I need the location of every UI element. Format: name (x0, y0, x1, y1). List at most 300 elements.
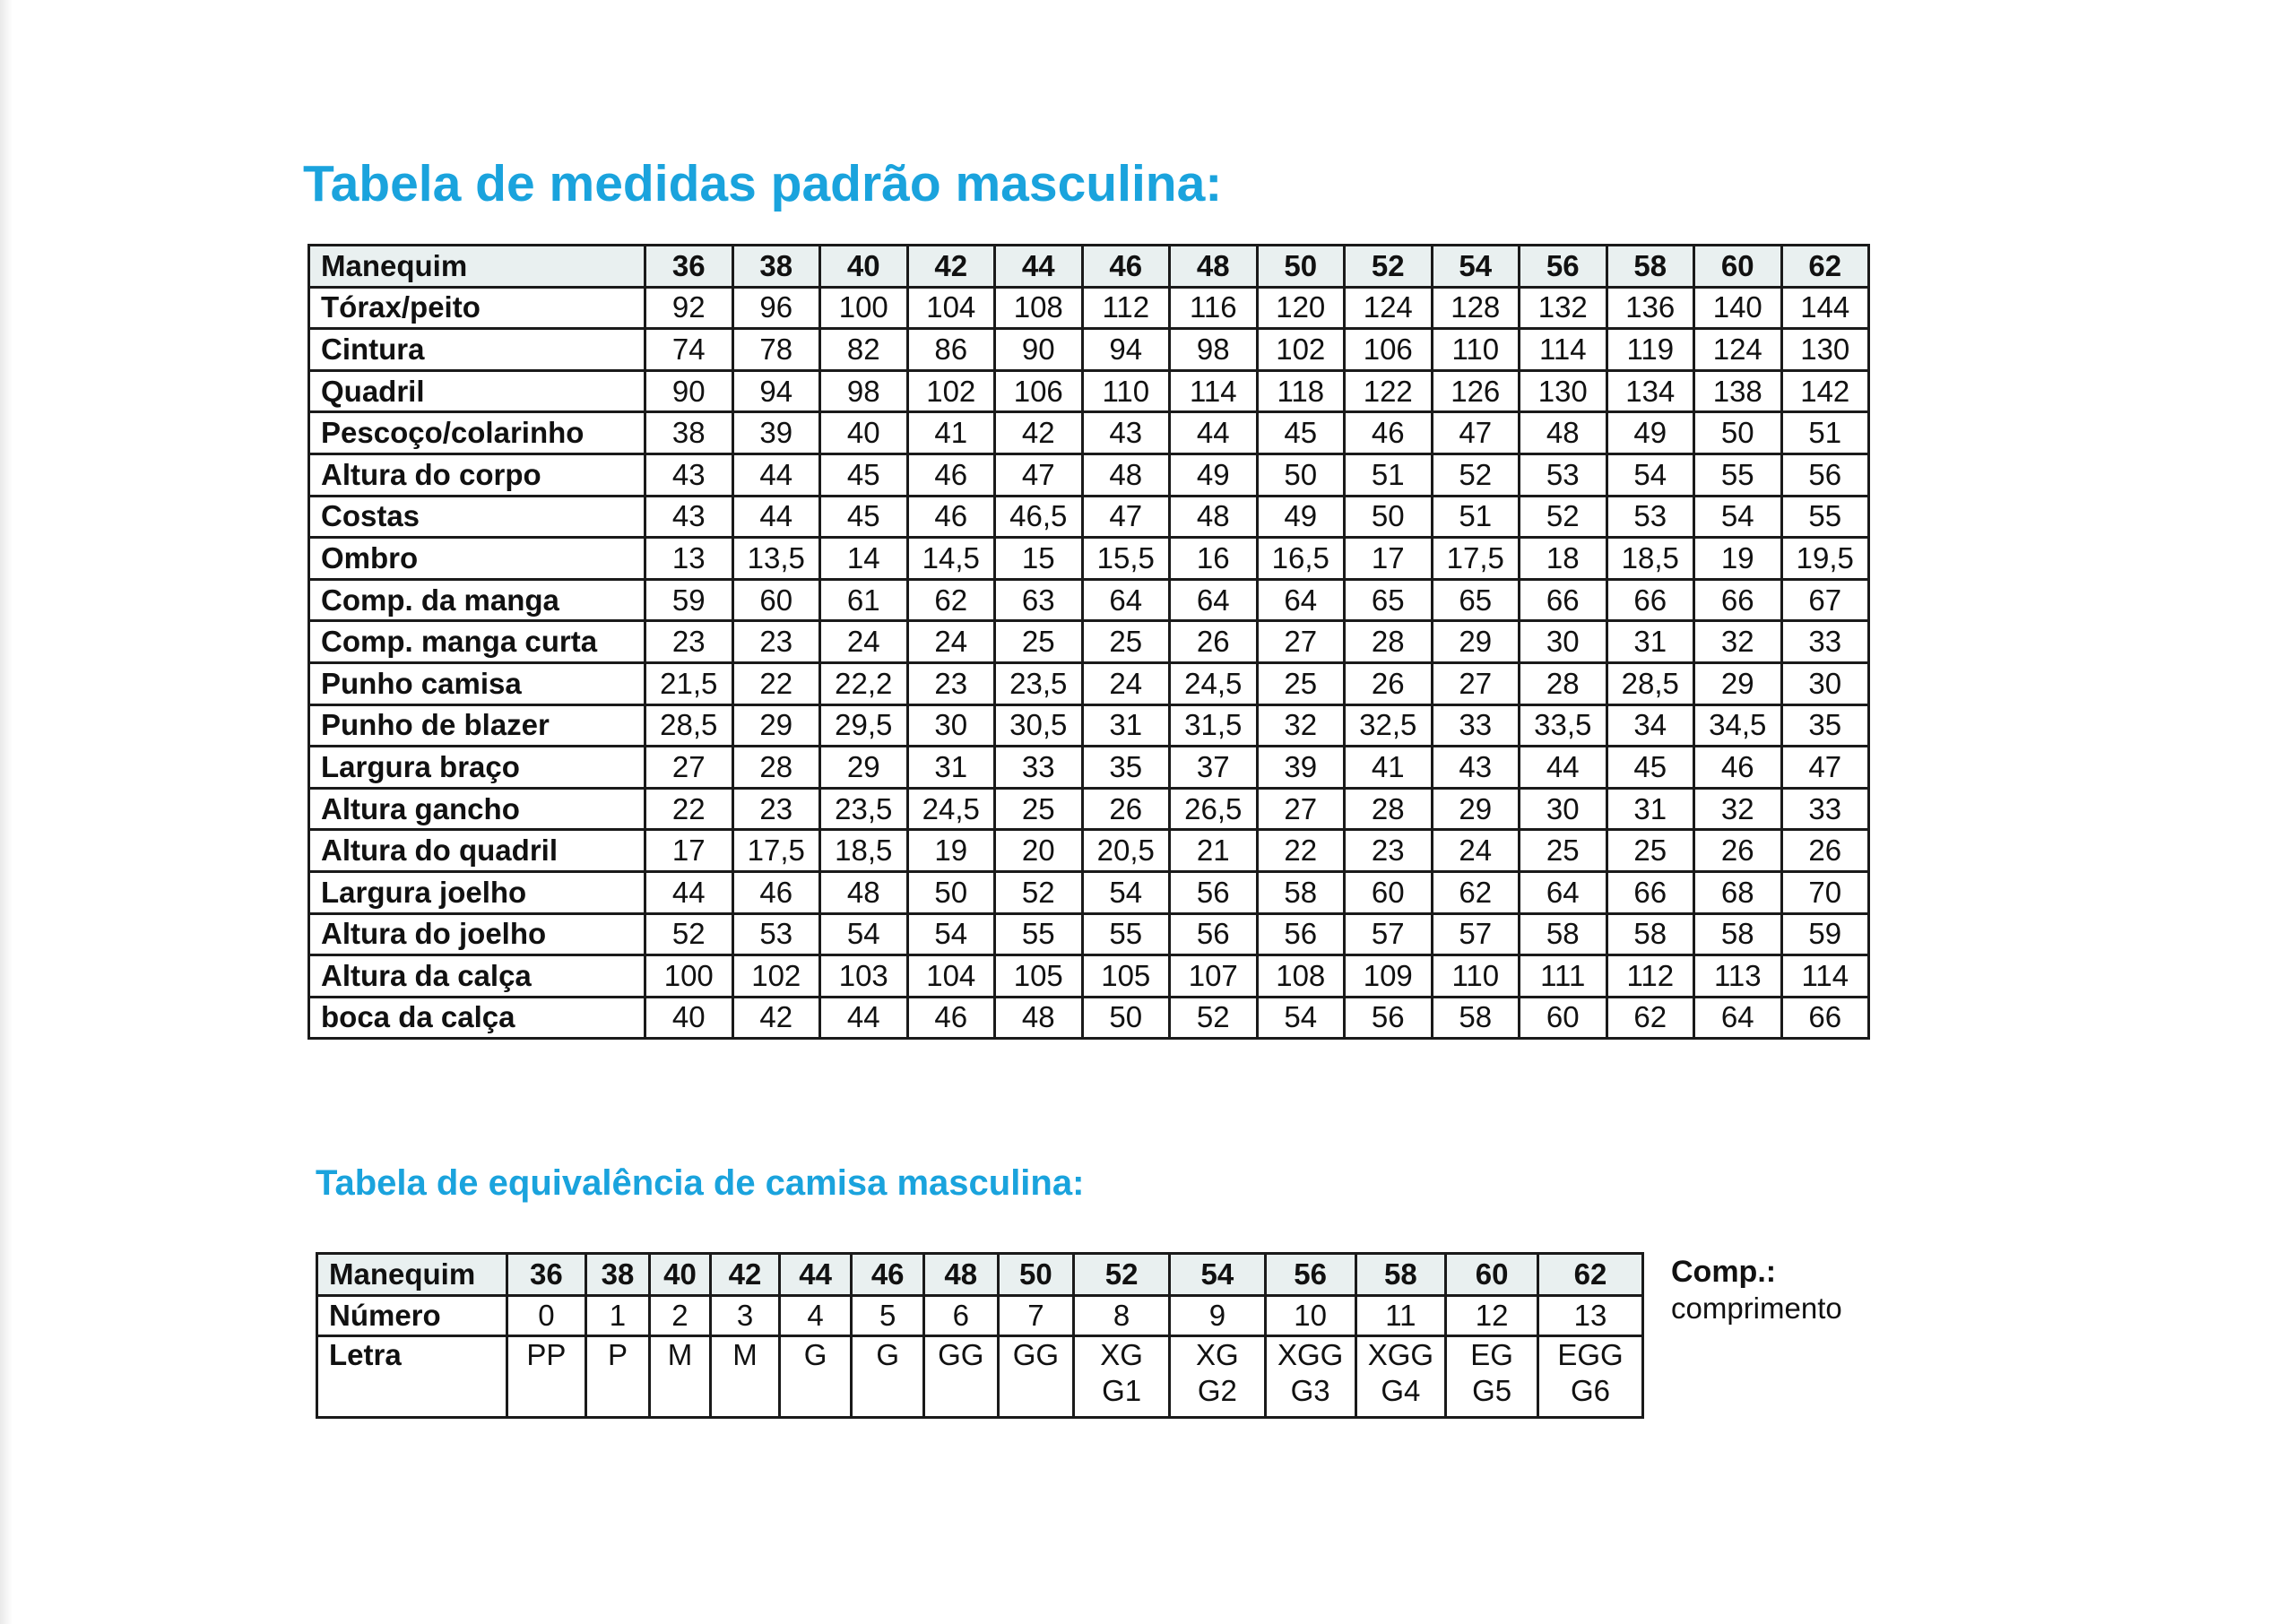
measure-row (309, 412, 1869, 454)
measure-value-cell: 111 (1520, 955, 1607, 998)
measure-value-cell: 25 (1082, 621, 1170, 663)
equiv-size-header-cell: 44 (779, 1254, 852, 1296)
equivalence-row-letra (317, 1336, 1643, 1418)
measure-value-cell: 58 (1694, 913, 1782, 955)
letra-line-1: GG (938, 1338, 984, 1371)
measure-value-cell: 55 (1082, 913, 1170, 955)
equiv-letra-cell (1074, 1336, 1170, 1418)
measure-value-cell: 42 (732, 997, 820, 1039)
measure-value-cell: 22 (645, 788, 733, 830)
measure-value-cell: 52 (1170, 997, 1258, 1039)
measure-row-label: Comp. manga curta (309, 621, 645, 663)
measure-value-cell: 107 (1170, 955, 1258, 998)
measure-value-cell: 27 (645, 747, 733, 789)
measure-value-cell: 70 (1781, 871, 1869, 913)
measure-value-cell: 46,5 (995, 496, 1083, 538)
measure-row-label: boca da calça (309, 997, 645, 1039)
measure-row (309, 830, 1869, 872)
measure-value-cell: 23,5 (995, 662, 1083, 704)
equiv-letra-cell (852, 1336, 924, 1418)
measure-value-cell: 58 (1520, 913, 1607, 955)
measure-row (309, 662, 1869, 704)
measure-value-cell: 64 (1082, 579, 1170, 621)
measure-value-cell: 54 (1606, 454, 1694, 496)
equiv-numero-cell: 13 (1538, 1296, 1643, 1336)
measure-value-cell: 32,5 (1345, 704, 1433, 747)
letra-line-1: EGG (1557, 1338, 1624, 1371)
measure-row-label: Largura braço (309, 747, 645, 789)
measure-value-cell: 15,5 (1082, 538, 1170, 580)
letra-line-2: G4 (1381, 1374, 1421, 1407)
measure-value-cell: 49 (1606, 412, 1694, 454)
measure-value-cell: 46 (1345, 412, 1433, 454)
measure-row (309, 913, 1869, 955)
equivalence-row-numero (317, 1296, 1643, 1336)
row-label-letra: Letra (317, 1336, 507, 1418)
measure-value-cell: 25 (995, 788, 1083, 830)
measure-value-cell: 144 (1781, 287, 1869, 329)
equiv-numero-cell: 11 (1355, 1296, 1446, 1336)
measure-row (309, 287, 1869, 329)
equiv-letra-cell (779, 1336, 852, 1418)
measure-value-cell: 41 (907, 412, 995, 454)
size-header-cell: 42 (907, 246, 995, 288)
measure-value-cell: 112 (1082, 287, 1170, 329)
measure-value-cell: 48 (820, 871, 908, 913)
note-label: Comp.: (1671, 1255, 1777, 1289)
measure-value-cell: 34 (1606, 704, 1694, 747)
measure-value-cell: 130 (1781, 329, 1869, 371)
equiv-size-header-cell: 58 (1355, 1254, 1446, 1296)
measure-value-cell: 43 (1432, 747, 1520, 789)
measure-value-cell: 63 (995, 579, 1083, 621)
measure-value-cell: 68 (1694, 871, 1782, 913)
measure-value-cell: 31,5 (1170, 704, 1258, 747)
measure-row (309, 538, 1869, 580)
measure-value-cell: 23,5 (820, 788, 908, 830)
measure-value-cell: 108 (1257, 955, 1345, 998)
size-header-cell: 40 (820, 246, 908, 288)
measure-value-cell: 104 (907, 287, 995, 329)
equiv-numero-cell: 3 (711, 1296, 780, 1336)
measure-value-cell: 53 (1520, 454, 1607, 496)
equiv-header-label-manequim: Manequim (317, 1254, 507, 1296)
equiv-numero-cell: 4 (779, 1296, 852, 1336)
letra-line-1: M (732, 1338, 758, 1371)
measure-value-cell: 28,5 (645, 704, 733, 747)
equiv-size-header-cell: 54 (1170, 1254, 1266, 1296)
measure-value-cell: 119 (1606, 329, 1694, 371)
measure-row (309, 329, 1869, 371)
measure-row (309, 871, 1869, 913)
measure-value-cell: 44 (1520, 747, 1607, 789)
letra-line-1: XGG (1367, 1338, 1434, 1371)
measure-value-cell: 109 (1345, 955, 1433, 998)
measure-value-cell: 30 (907, 704, 995, 747)
measure-value-cell: 142 (1781, 370, 1869, 412)
measure-value-cell: 33,5 (1520, 704, 1607, 747)
letra-line-1: G (876, 1338, 900, 1371)
measure-value-cell: 23 (732, 788, 820, 830)
measure-value-cell: 31 (1606, 621, 1694, 663)
measure-value-cell: 110 (1432, 329, 1520, 371)
measure-value-cell: 43 (645, 496, 733, 538)
measure-value-cell: 52 (995, 871, 1083, 913)
measure-value-cell: 120 (1257, 287, 1345, 329)
measure-value-cell: 55 (1781, 496, 1869, 538)
measure-value-cell: 45 (1606, 747, 1694, 789)
measure-value-cell: 56 (1170, 913, 1258, 955)
measure-value-cell: 100 (645, 955, 733, 998)
measure-row-label: Ombro (309, 538, 645, 580)
measure-value-cell: 33 (1781, 788, 1869, 830)
measure-value-cell: 35 (1082, 747, 1170, 789)
measure-value-cell: 62 (1432, 871, 1520, 913)
measure-value-cell: 136 (1606, 287, 1694, 329)
measure-value-cell: 44 (732, 496, 820, 538)
measure-value-cell: 24 (820, 621, 908, 663)
measure-value-cell: 66 (1606, 871, 1694, 913)
measure-value-cell: 28,5 (1606, 662, 1694, 704)
equiv-letra-cell (923, 1336, 998, 1418)
measure-row-label: Altura do corpo (309, 454, 645, 496)
measure-value-cell: 15 (995, 538, 1083, 580)
measure-value-cell: 24 (1082, 662, 1170, 704)
measure-value-cell: 24 (1432, 830, 1520, 872)
measure-value-cell: 92 (645, 287, 733, 329)
size-header-cell: 56 (1520, 246, 1607, 288)
measure-value-cell: 86 (907, 329, 995, 371)
measure-row-label: Tórax/peito (309, 287, 645, 329)
measure-value-cell: 13,5 (732, 538, 820, 580)
equiv-numero-cell: 1 (586, 1296, 650, 1336)
measure-value-cell: 32 (1257, 704, 1345, 747)
measure-value-cell: 18 (1520, 538, 1607, 580)
measure-value-cell: 27 (1257, 621, 1345, 663)
measure-value-cell: 60 (1520, 997, 1607, 1039)
abbreviation-note (1671, 1255, 1842, 1326)
measure-row-label: Altura da calça (309, 955, 645, 998)
letra-line-1: PP (526, 1338, 567, 1371)
measure-value-cell: 40 (645, 997, 733, 1039)
measure-value-cell: 14,5 (907, 538, 995, 580)
equiv-numero-cell: 5 (852, 1296, 924, 1336)
measure-value-cell: 57 (1345, 913, 1433, 955)
measure-value-cell: 25 (995, 621, 1083, 663)
measure-value-cell: 113 (1694, 955, 1782, 998)
measure-value-cell: 19 (907, 830, 995, 872)
measure-value-cell: 46 (1694, 747, 1782, 789)
measure-value-cell: 51 (1432, 496, 1520, 538)
measure-row-label: Altura gancho (309, 788, 645, 830)
measure-value-cell: 51 (1781, 412, 1869, 454)
measure-value-cell: 102 (907, 370, 995, 412)
measure-value-cell: 52 (1520, 496, 1607, 538)
measure-value-cell: 62 (907, 579, 995, 621)
measure-value-cell: 20,5 (1082, 830, 1170, 872)
measure-value-cell: 108 (995, 287, 1083, 329)
size-header-cell: 62 (1781, 246, 1869, 288)
measure-value-cell: 23 (1345, 830, 1433, 872)
measure-value-cell: 41 (1345, 747, 1433, 789)
measures-table (307, 244, 1870, 1040)
measure-value-cell: 94 (732, 370, 820, 412)
size-header-cell: 38 (732, 246, 820, 288)
measure-value-cell: 56 (1170, 871, 1258, 913)
measure-value-cell: 51 (1345, 454, 1433, 496)
size-header-cell: 36 (645, 246, 733, 288)
letra-line-1: G (803, 1338, 827, 1371)
measure-row (309, 496, 1869, 538)
equiv-letra-cell (507, 1336, 586, 1418)
measure-value-cell: 44 (732, 454, 820, 496)
size-header-cell: 60 (1694, 246, 1782, 288)
equiv-numero-cell: 9 (1170, 1296, 1266, 1336)
page-edge-shadow (0, 0, 13, 1624)
measure-value-cell: 33 (1432, 704, 1520, 747)
measure-value-cell: 24 (907, 621, 995, 663)
measure-value-cell: 17 (1345, 538, 1433, 580)
measure-value-cell: 110 (1082, 370, 1170, 412)
size-header-cell: 52 (1345, 246, 1433, 288)
measure-value-cell: 124 (1345, 287, 1433, 329)
measure-value-cell: 64 (1520, 871, 1607, 913)
measure-value-cell: 25 (1520, 830, 1607, 872)
measures-body (309, 287, 1869, 1039)
measure-value-cell: 39 (1257, 747, 1345, 789)
equiv-size-header-cell: 60 (1446, 1254, 1538, 1296)
size-header-cell: 50 (1257, 246, 1345, 288)
measure-value-cell: 82 (820, 329, 908, 371)
measure-value-cell: 30,5 (995, 704, 1083, 747)
equiv-numero-cell: 10 (1265, 1296, 1355, 1336)
measure-value-cell: 43 (1082, 412, 1170, 454)
measure-value-cell: 57 (1432, 913, 1520, 955)
letra-line-1: P (607, 1338, 628, 1371)
letra-line-1: XG (1100, 1338, 1143, 1371)
equiv-letra-cell (1446, 1336, 1538, 1418)
equiv-letra-cell (1538, 1336, 1643, 1418)
measure-value-cell: 100 (820, 287, 908, 329)
measures-header-row (309, 246, 1869, 288)
measure-value-cell: 28 (1345, 788, 1433, 830)
measure-value-cell: 16 (1170, 538, 1258, 580)
measure-value-cell: 17 (645, 830, 733, 872)
measure-value-cell: 47 (1432, 412, 1520, 454)
measure-value-cell: 44 (1170, 412, 1258, 454)
measure-value-cell: 48 (1520, 412, 1607, 454)
measure-value-cell: 22 (732, 662, 820, 704)
equiv-letra-cell (711, 1336, 780, 1418)
equiv-letra-cell (1265, 1336, 1355, 1418)
measure-value-cell: 19 (1694, 538, 1782, 580)
equiv-size-header-cell: 62 (1538, 1254, 1643, 1296)
equiv-numero-cell: 0 (507, 1296, 586, 1336)
measure-value-cell: 118 (1257, 370, 1345, 412)
measure-value-cell: 103 (820, 955, 908, 998)
measure-value-cell: 35 (1781, 704, 1869, 747)
measure-value-cell: 61 (820, 579, 908, 621)
measure-value-cell: 58 (1257, 871, 1345, 913)
measure-value-cell: 50 (1082, 997, 1170, 1039)
equiv-numero-cell: 6 (923, 1296, 998, 1336)
letra-line-2: G3 (1290, 1374, 1330, 1407)
measure-value-cell: 52 (1432, 454, 1520, 496)
measure-value-cell: 58 (1432, 997, 1520, 1039)
equiv-numero-cell: 8 (1074, 1296, 1170, 1336)
measure-value-cell: 134 (1606, 370, 1694, 412)
measure-value-cell: 59 (1781, 913, 1869, 955)
measure-value-cell: 66 (1520, 579, 1607, 621)
measure-row (309, 955, 1869, 998)
equiv-size-header-cell: 42 (711, 1254, 780, 1296)
size-header-cell: 58 (1606, 246, 1694, 288)
measure-value-cell: 31 (1082, 704, 1170, 747)
equiv-size-header-cell: 50 (998, 1254, 1074, 1296)
measure-value-cell: 48 (995, 997, 1083, 1039)
measure-value-cell: 112 (1606, 955, 1694, 998)
measure-value-cell: 27 (1432, 662, 1520, 704)
measure-value-cell: 114 (1520, 329, 1607, 371)
measure-value-cell: 39 (732, 412, 820, 454)
measure-row (309, 621, 1869, 663)
measure-row-label: Punho de blazer (309, 704, 645, 747)
measure-value-cell: 90 (645, 370, 733, 412)
measure-value-cell: 48 (1082, 454, 1170, 496)
letra-line-1: GG (1012, 1338, 1060, 1371)
measure-value-cell: 50 (1345, 496, 1433, 538)
measure-value-cell: 106 (1345, 329, 1433, 371)
letra-line-2: G1 (1102, 1374, 1142, 1407)
measure-value-cell: 16,5 (1257, 538, 1345, 580)
measure-value-cell: 94 (1082, 329, 1170, 371)
measure-row-label: Costas (309, 496, 645, 538)
measure-value-cell: 46 (907, 997, 995, 1039)
measure-value-cell: 98 (820, 370, 908, 412)
measure-value-cell: 46 (732, 871, 820, 913)
letra-line-1: XG (1196, 1338, 1239, 1371)
measure-value-cell: 29 (820, 747, 908, 789)
measure-value-cell: 19,5 (1781, 538, 1869, 580)
letra-line-2: G5 (1472, 1374, 1512, 1407)
measure-value-cell: 54 (820, 913, 908, 955)
measure-value-cell: 24,5 (907, 788, 995, 830)
measure-value-cell: 17,5 (1432, 538, 1520, 580)
measure-value-cell: 26,5 (1170, 788, 1258, 830)
row-label-numero: Número (317, 1296, 507, 1336)
size-header-cell: 48 (1170, 246, 1258, 288)
measure-value-cell: 60 (1345, 871, 1433, 913)
measure-value-cell: 90 (995, 329, 1083, 371)
measure-value-cell: 122 (1345, 370, 1433, 412)
measure-value-cell: 45 (820, 454, 908, 496)
measure-value-cell: 64 (1257, 579, 1345, 621)
measure-value-cell: 29,5 (820, 704, 908, 747)
equiv-letra-cell (649, 1336, 711, 1418)
measure-value-cell: 105 (995, 955, 1083, 998)
measure-value-cell: 32 (1694, 788, 1782, 830)
measure-value-cell: 32 (1694, 621, 1782, 663)
measure-value-cell: 53 (732, 913, 820, 955)
measure-value-cell: 102 (732, 955, 820, 998)
measure-value-cell: 26 (1694, 830, 1782, 872)
measure-value-cell: 52 (645, 913, 733, 955)
measure-value-cell: 46 (907, 496, 995, 538)
equiv-size-header-cell: 36 (507, 1254, 586, 1296)
measure-value-cell: 48 (1170, 496, 1258, 538)
measure-row-label: Cintura (309, 329, 645, 371)
equiv-size-header-cell: 46 (852, 1254, 924, 1296)
measure-row-label: Punho camisa (309, 662, 645, 704)
measure-value-cell: 49 (1170, 454, 1258, 496)
letra-line-1: XGG (1277, 1338, 1344, 1371)
header-label-manequim: Manequim (309, 246, 645, 288)
measure-row-label: Pescoço/colarinho (309, 412, 645, 454)
measure-value-cell: 53 (1606, 496, 1694, 538)
measure-value-cell: 55 (1694, 454, 1782, 496)
measure-value-cell: 26 (1781, 830, 1869, 872)
measure-value-cell: 116 (1170, 287, 1258, 329)
measure-value-cell: 17,5 (732, 830, 820, 872)
equiv-letra-cell (586, 1336, 650, 1418)
measure-row-label: Altura do joelho (309, 913, 645, 955)
measure-value-cell: 130 (1520, 370, 1607, 412)
measure-value-cell: 64 (1170, 579, 1258, 621)
measure-row (309, 747, 1869, 789)
equiv-letra-cell (1355, 1336, 1446, 1418)
measure-value-cell: 56 (1781, 454, 1869, 496)
measure-value-cell: 56 (1257, 913, 1345, 955)
letra-line-1: EG (1470, 1338, 1513, 1371)
measure-value-cell: 26 (1082, 788, 1170, 830)
measure-value-cell: 60 (732, 579, 820, 621)
measure-value-cell: 78 (732, 329, 820, 371)
measure-value-cell: 29 (1694, 662, 1782, 704)
measure-row-label: Comp. da manga (309, 579, 645, 621)
equiv-letra-cell (998, 1336, 1074, 1418)
measure-value-cell: 47 (1781, 747, 1869, 789)
measure-value-cell: 65 (1432, 579, 1520, 621)
measure-value-cell: 44 (645, 871, 733, 913)
equiv-size-header-cell: 40 (649, 1254, 711, 1296)
measure-value-cell: 14 (820, 538, 908, 580)
equiv-numero-cell: 12 (1446, 1296, 1538, 1336)
size-header-cell: 46 (1082, 246, 1170, 288)
measure-row (309, 579, 1869, 621)
measure-value-cell: 21,5 (645, 662, 733, 704)
equivalence-title: Tabela de equivalência de camisa masculina: (316, 1163, 1085, 1203)
equiv-numero-cell: 7 (998, 1296, 1074, 1336)
measure-value-cell: 23 (645, 621, 733, 663)
measure-value-cell: 24,5 (1170, 662, 1258, 704)
measure-row-label: Quadril (309, 370, 645, 412)
measure-value-cell: 50 (1694, 412, 1782, 454)
measure-value-cell: 55 (995, 913, 1083, 955)
measure-value-cell: 65 (1345, 579, 1433, 621)
measure-value-cell: 21 (1170, 830, 1258, 872)
measure-value-cell: 29 (1432, 621, 1520, 663)
equiv-numero-cell: 2 (649, 1296, 711, 1336)
letra-line-2: G6 (1570, 1374, 1611, 1407)
measure-value-cell: 42 (995, 412, 1083, 454)
measure-row (309, 997, 1869, 1039)
measure-value-cell: 128 (1432, 287, 1520, 329)
measure-value-cell: 29 (732, 704, 820, 747)
measure-value-cell: 140 (1694, 287, 1782, 329)
size-header-cell: 44 (995, 246, 1083, 288)
measure-value-cell: 50 (1257, 454, 1345, 496)
measure-value-cell: 26 (1170, 621, 1258, 663)
